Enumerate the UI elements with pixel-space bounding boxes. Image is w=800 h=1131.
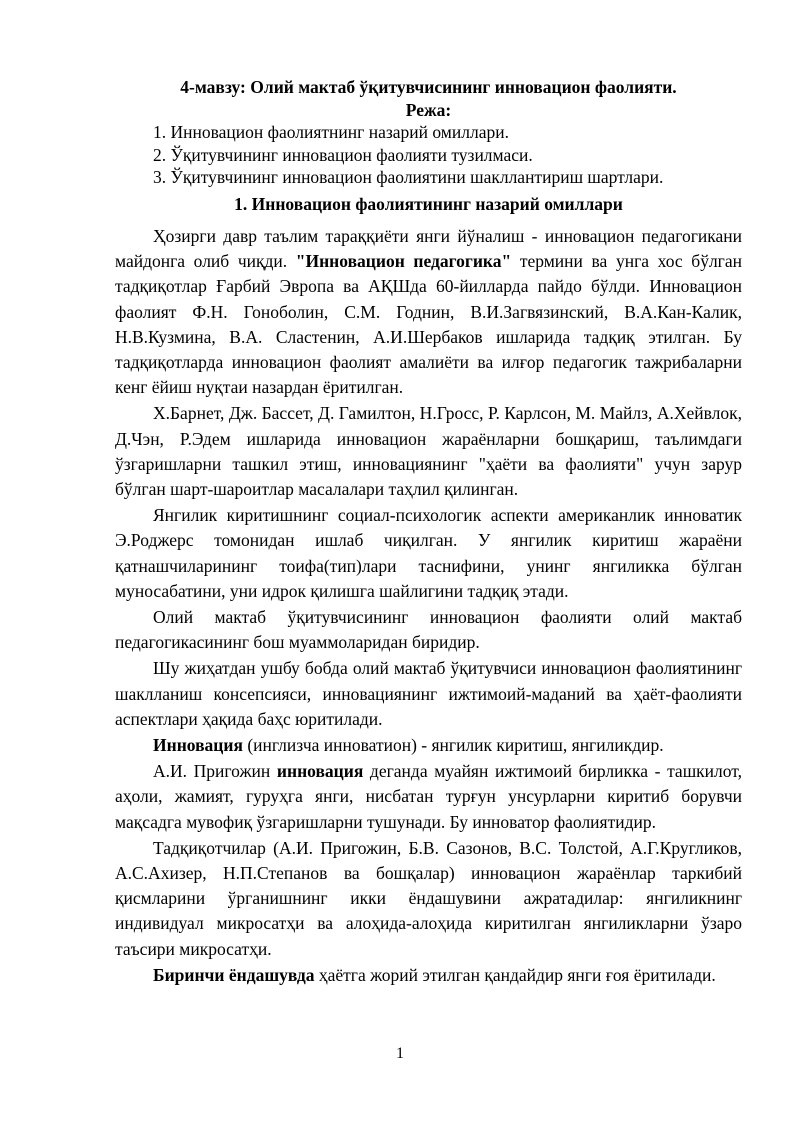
- paragraph-text: (инглизча инноватион) - янгилик киритиш, янгиликдир.: [242, 735, 664, 756]
- plan-list: [153, 121, 663, 189]
- term-bold: Инновация: [153, 735, 243, 756]
- plan-item: 3. Ўқитувчининг инновацион фаолиятини шакллантириш шартлари.: [153, 167, 664, 187]
- page-number: 1: [396, 1045, 404, 1062]
- plan-heading: Режа:: [405, 100, 452, 120]
- plan-item: 2. Ўқитувчининг инновацион фаолияти тузилмаси.: [153, 144, 533, 165]
- paragraph-text: деганда муайян ижтимоий бирликка - ташкилот, аҳоли, жамият, гуруҳга янги, нисбатан турғун унсурларни киритиб борувчи мақсадга мувофиқ ўзгаришларни тушунади. Бу инноватор фаолиятидир.: [115, 761, 742, 832]
- term-bold: инновация: [276, 761, 364, 782]
- paragraph: Тадқиқотчилар (А.И. Пригожин, Б.В. Сазонов, В.С. Толстой, А.Г.Кругликов, А.С.Ахизер, Н.П.Степанов ва бошқалар) инновацион жараёнлар таркибий қисмларини ўрганишнинг икки ёндашувини ажратадилар: янгиликнинг индивидуал микросатҳи ва алоҳида-алоҳида киритилган янгиликларни ўзаро таъсири микросатҳи.: [115, 837, 742, 959]
- paragraph: [115, 224, 742, 400]
- plan-item: 1. Инновацион фаолиятнинг назарий омиллари.: [153, 122, 509, 142]
- paragraph: Шу жиҳатдан ушбу бобда олий мактаб ўқитувчиси инновацион фаолиятининг шаклланиш консепсияси, инновациянинг ижтимоий-маданий ва ҳаёт-фаолияти аспектлари ҳақида баҳс юритилади.: [115, 658, 742, 729]
- paragraph: [115, 733, 742, 758]
- paragraph-text: ҳаётга жорий этилган қандайдир янги ғоя ёритилади.: [314, 964, 716, 985]
- paragraph: [115, 963, 742, 988]
- paragraph-text: Ҳозирги давр таълим тараққиёти янги йўналиш - инновацион педагогикани майдонга олиб чиқди.: [115, 226, 742, 272]
- paragraph: [115, 759, 742, 835]
- section-heading: 1. Инновацион фаолиятининг назарий омиллари: [234, 194, 623, 214]
- paragraph-text: А.И. Пригожин: [153, 761, 277, 782]
- paragraph: Олий мактаб ўқитувчисининг инновацион фаолияти олий мактаб педагогикасининг бош муаммоларидан биридир.: [115, 607, 742, 653]
- paragraph-text: термини ва унга хос бўлган тадқиқотлар Ғарбий Эвропа ва АҚШда 60-йилларда пайдо бўлди. Инновацион фаолият Ф.Н. Гоноболин, С.М. Годнин, В.И.Загвязинский, В.А.Кан-Калик, Н.В.Кузмина, В.А. Сластенин, А.И.Шербаков ишларида тадқиқ этилган. Бу тадқиқотларда инновацион фаолият амалиёти ва илғор педагогик тажрибаларни кенг ёйиш нуқтаи назардан ёритилган.: [115, 251, 742, 398]
- term-bold: "Инновацион педагогика": [295, 251, 512, 272]
- body-text: [115, 224, 742, 989]
- lecture-title: 4-мавзу: Олий мактаб ўқитувчисининг инновацион фаолияти.: [180, 77, 677, 97]
- paragraph: Янгилик киритишнинг социал-психологик аспекти американлик инноватик Э.Роджерс томонидан ишлаб чиқилган. У янгилик киритиш жараёни қатнашчиларининг тоифа(тип)лари таснифини, унинг янгиликка бўлган муносабатини, уни идрок қилишга шайлигини тадқиқ этади.: [115, 505, 742, 601]
- paragraph: Х.Барнет, Дж. Бассет, Д. Гамилтон, Н.Гросс, Р. Карлсон, М. Майлз, А.Хейвлок, Д.Чэн, Р.Эдем ишларида инновацион жараёнларни бошқариш, таълимдаги ўзгаришларни ташкил этиш, инновациянинг "ҳаёти ва фаолияти" учун зарур бўлган шарт-шароитлар масалалари таҳлил қилинган.: [115, 403, 742, 500]
- term-bold: Биринчи ёндашувда: [153, 964, 315, 985]
- lecture-title-block: [115, 76, 742, 122]
